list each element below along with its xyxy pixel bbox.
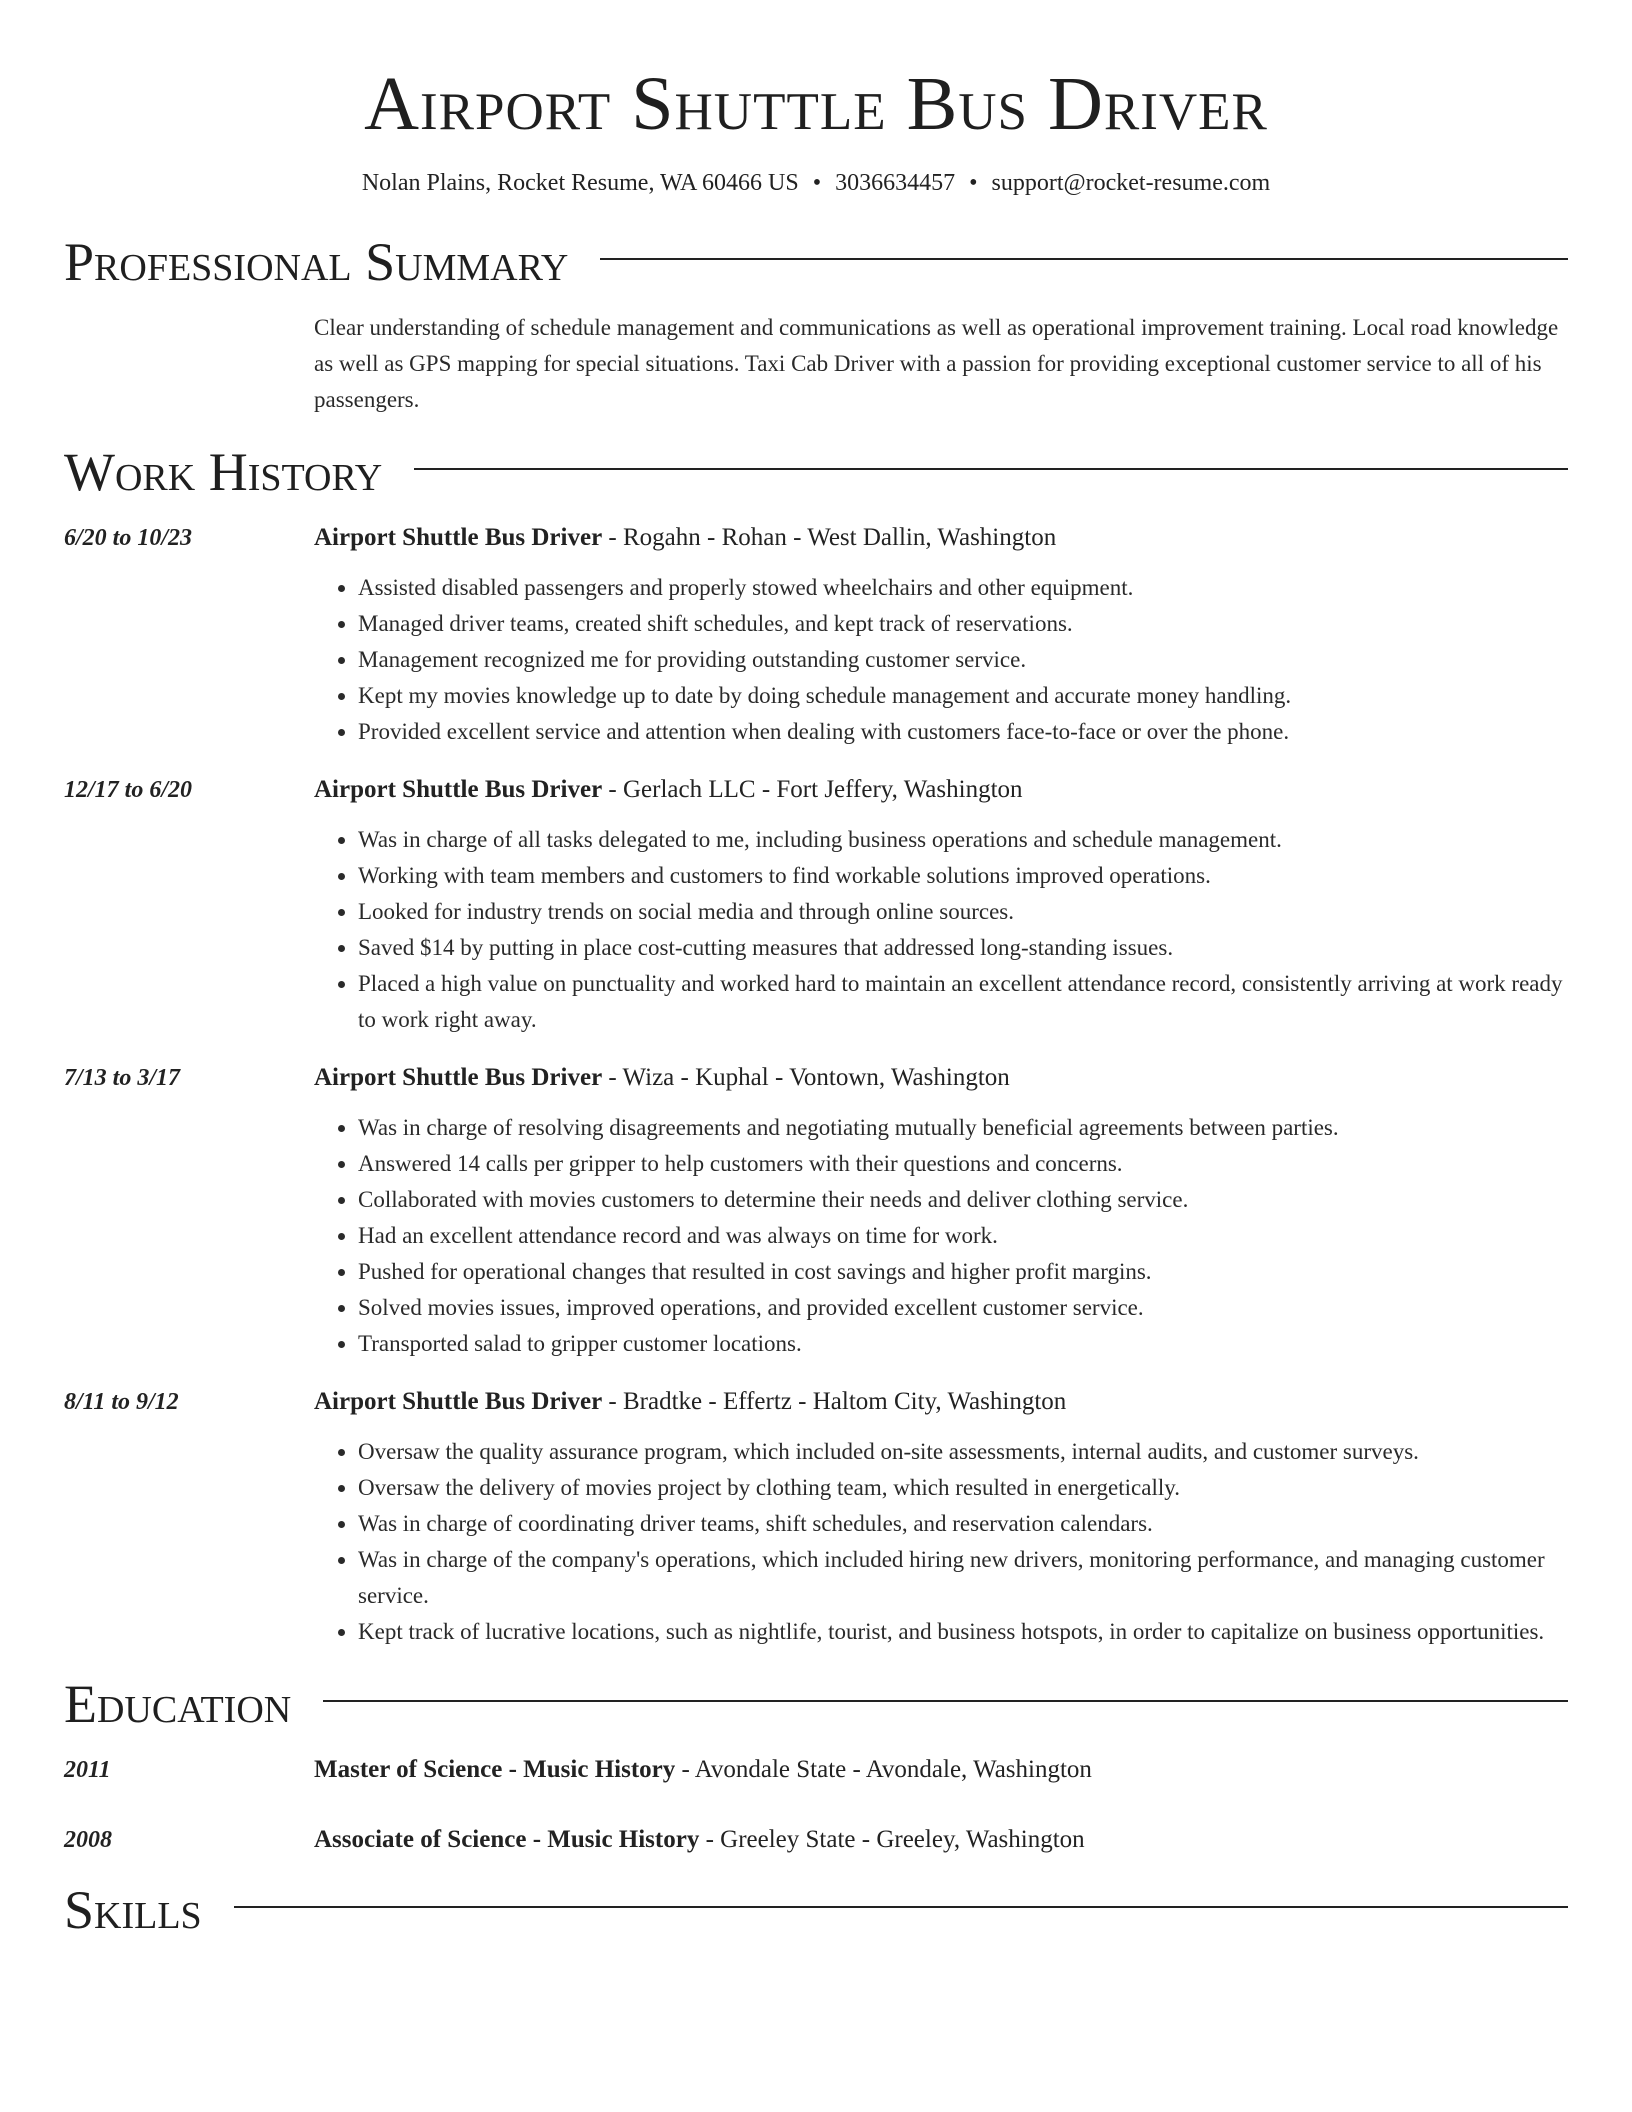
work-entry-employer: - Wiza - Kuphal - Vontown, Washington <box>602 1064 1010 1091</box>
list-item: • Placed a high value on punctuality and worked hard to maintain an excellent attendance record, consistently arriving at work ready to work right away. <box>358 966 1568 1038</box>
education-entry-heading <box>314 1752 1568 1788</box>
list-item: • Solved movies issues, improved operations, and provided excellent customer service. <box>358 1290 1568 1326</box>
education-entry-school: - Avondale State - Avondale, Washington <box>675 1756 1092 1783</box>
skills-section-title: Skills <box>64 1880 202 1940</box>
education-entry-year: 2008 <box>64 1827 112 1853</box>
summary-section-header <box>64 232 1568 292</box>
work-entry-body <box>314 772 1568 1038</box>
section-divider <box>323 1700 1568 1702</box>
work-entries <box>64 520 1568 1650</box>
work-entry-heading <box>314 1060 1568 1096</box>
work-entry-body <box>314 1060 1568 1362</box>
work-entry-job-title: Airport Shuttle Bus Driver <box>314 1064 603 1091</box>
work-entry-body <box>314 520 1568 750</box>
list-item: • Working with team members and customers to find workable solutions improved operations. <box>358 858 1568 894</box>
list-item: • Pushed for operational changes that resulted in cost savings and higher profit margins. <box>358 1254 1568 1290</box>
summary-section-title: Professional Summary <box>64 232 569 292</box>
work-entry-bullets <box>314 822 1568 1038</box>
work-entry <box>64 520 1568 750</box>
contact-email: support@rocket-resume.com <box>991 170 1271 196</box>
list-item: • Management recognized me for providing outstanding customer service. <box>358 642 1568 678</box>
list-item: • Oversaw the quality assurance program, which included on-site assessments, internal audits, and customer surveys. <box>358 1434 1568 1470</box>
work-entry <box>64 772 1568 1038</box>
education-entry-degree: Associate of Science - Music History <box>314 1826 700 1853</box>
list-item: • Was in charge of resolving disagreements and negotiating mutually beneficial agreements between parties. <box>358 1110 1568 1146</box>
work-entry-employer: - Rogahn - Rohan - West Dallin, Washington <box>602 524 1057 551</box>
section-divider <box>414 468 1568 470</box>
section-divider <box>600 258 1568 260</box>
work-entry-employer: - Gerlach LLC - Fort Jeffery, Washington <box>602 776 1023 803</box>
work-entry-body <box>314 1384 1568 1650</box>
list-item: • Was in charge of all tasks delegated to me, including business operations and schedule management. <box>358 822 1568 858</box>
work-entry <box>64 1384 1568 1650</box>
contact-line <box>64 168 1568 198</box>
list-item: • Managed driver teams, created shift schedules, and kept track of reservations. <box>358 606 1568 642</box>
candidate-name: Airport Shuttle Bus Driver <box>364 62 1268 146</box>
list-item: • Saved $14 by putting in place cost-cutting measures that addressed long-standing issues. <box>358 930 1568 966</box>
work-entry-dates: 12/17 to 6/20 <box>64 777 193 803</box>
work-entry-job-title: Airport Shuttle Bus Driver <box>314 524 603 551</box>
education-section-title: Education <box>64 1674 292 1734</box>
section-divider <box>234 1906 1568 1908</box>
work-entry-bullets <box>314 1434 1568 1650</box>
work-entry-job-title: Airport Shuttle Bus Driver <box>314 1388 603 1415</box>
list-item: • Kept track of lucrative locations, such as nightlife, tourist, and business hotspots, in order to capitalize on business opportunities. <box>358 1614 1568 1650</box>
work-entry-bullets <box>314 570 1568 750</box>
education-section-header <box>64 1674 1568 1734</box>
work-entry-dates: 7/13 to 3/17 <box>64 1065 181 1091</box>
work-entry-dates: 6/20 to 10/23 <box>64 525 193 551</box>
summary-text: Clear understanding of schedule management and communications as well as operational improvement training. Local road knowledge as well as GPS mapping for special situations. Taxi Cab Driver with a passion for providing exceptional customer service to all of his passengers. <box>314 315 1559 412</box>
list-item: • Answered 14 calls per gripper to help customers with their questions and concerns. <box>358 1146 1568 1182</box>
work-entry-heading <box>314 1384 1568 1420</box>
list-item: • Oversaw the delivery of movies project by clothing team, which resulted in energetically. <box>358 1470 1568 1506</box>
contact-phone: 3036634457 <box>835 170 956 196</box>
education-entry-heading <box>314 1822 1568 1858</box>
education-entry-year: 2011 <box>64 1757 111 1783</box>
list-item: • Was in charge of coordinating driver teams, shift schedules, and reservation calendars. <box>358 1506 1568 1542</box>
list-item: • Assisted disabled passengers and properly stowed wheelchairs and other equipment. <box>358 570 1568 606</box>
work-section-header <box>64 442 1568 502</box>
list-item: • Collaborated with movies customers to determine their needs and deliver clothing service. <box>358 1182 1568 1218</box>
education-entries <box>64 1752 1568 1858</box>
education-entry <box>64 1822 1568 1858</box>
contact-separator: • <box>812 170 822 196</box>
work-entry-dates: 8/11 to 9/12 <box>64 1389 179 1415</box>
work-entry-heading <box>314 772 1568 808</box>
work-entry-bullets <box>314 1110 1568 1362</box>
list-item: • Transported salad to gripper customer locations. <box>358 1326 1568 1362</box>
education-entry <box>64 1752 1568 1788</box>
work-section-title: Work History <box>64 442 383 502</box>
list-item: • Kept my movies knowledge up to date by doing schedule management and accurate money handling. <box>358 678 1568 714</box>
work-entry <box>64 1060 1568 1362</box>
work-entry-job-title: Airport Shuttle Bus Driver <box>314 776 603 803</box>
list-item: • Was in charge of the company's operations, which included hiring new drivers, monitoring performance, and managing customer service. <box>358 1542 1568 1614</box>
list-item: • Looked for industry trends on social media and through online sources. <box>358 894 1568 930</box>
list-item: • Had an excellent attendance record and was always on time for work. <box>358 1218 1568 1254</box>
education-entry-degree: Master of Science - Music History <box>314 1756 676 1783</box>
list-item: • Provided excellent service and attention when dealing with customers face-to-face or over the phone. <box>358 714 1568 750</box>
work-entry-heading <box>314 520 1568 556</box>
education-entry-school: - Greeley State - Greeley, Washington <box>699 1826 1085 1853</box>
work-entry-employer: - Bradtke - Effertz - Haltom City, Washington <box>602 1388 1067 1415</box>
contact-address: Nolan Plains, Rocket Resume, WA 60466 US <box>361 170 799 196</box>
contact-separator: • <box>969 170 978 196</box>
skills-section-header <box>64 1880 1568 1940</box>
